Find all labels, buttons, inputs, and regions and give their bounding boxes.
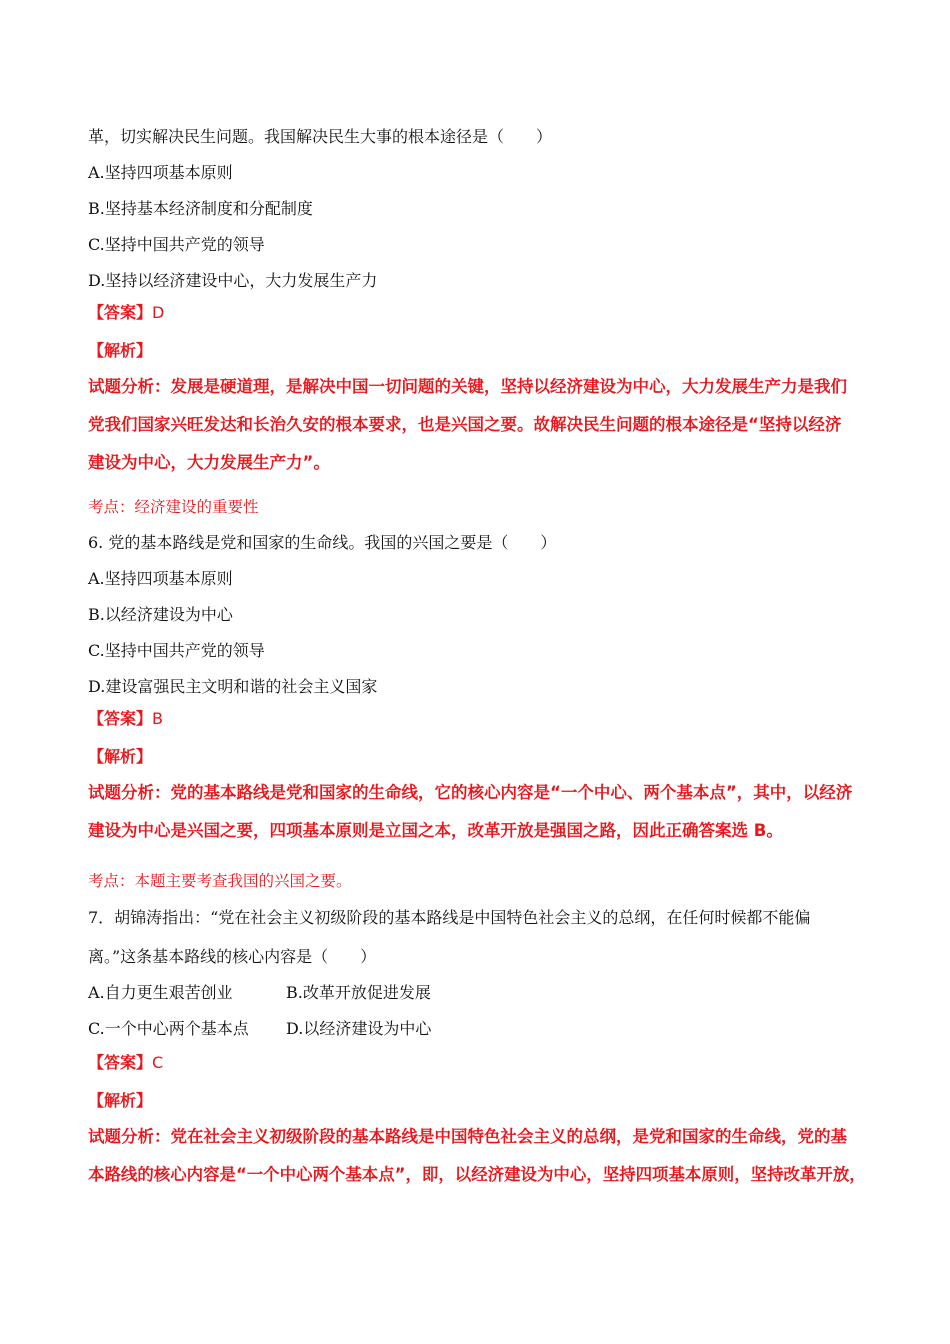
q6-option-d: D.建设富强民主文明和谐的社会主义国家 <box>88 677 378 696</box>
answer-value: B <box>152 709 163 728</box>
q5-kaodian: 考点：经济建设的重要性 <box>88 498 259 516</box>
q6-analysis-label <box>88 747 152 767</box>
q7-analysis-line-1: 试题分析：党在社会主义初级阶段的基本路线是中国特色社会主义的总纲，是党和国家的生命线，党的基 <box>88 1127 847 1146</box>
q6-option-b: B.以经济建设为中心 <box>88 605 233 624</box>
q6-option-c: C.坚持中国共产党的领导 <box>88 641 265 660</box>
q7-option-c: C.一个中心两个基本点 <box>88 1019 249 1038</box>
q7-option-d: D.以经济建设为中心 <box>286 1019 432 1038</box>
analysis-label: 【解析】 <box>88 747 153 766</box>
q6-analysis-line-1: 试题分析：党的基本路线是党和国家的生命线，它的核心内容是“一个中心、两个基本点”，其中，以经济 <box>88 783 853 802</box>
q7-option-b: B.改革开放促进发展 <box>286 983 431 1002</box>
q6-stem: 6. 党的基本路线是党和国家的生命线。我国的兴国之要是（ ） <box>88 533 557 552</box>
answer-label: 【答案】 <box>88 303 153 322</box>
q5-answer <box>88 303 164 323</box>
q7-stem-line-1: 7．胡锦涛指出：“党在社会主义初级阶段的基本路线是中国特色社会主义的总纲，在任何时候都不能偏 <box>88 908 811 927</box>
q7-analysis-line-2: 本路线的核心内容是“一个中心两个基本点”，即，以经济建设为中心，坚持四项基本原则，坚持改革开放， <box>88 1165 866 1184</box>
q7-options-row-1 <box>88 983 431 1003</box>
q5-option-c: C.坚持中国共产党的领导 <box>88 235 265 254</box>
q5-analysis-label <box>88 341 152 361</box>
q6-answer <box>88 709 163 729</box>
q5-option-a: A.坚持四项基本原则 <box>88 163 233 182</box>
answer-value: C <box>152 1053 164 1072</box>
q6-kaodian: 考点：本题主要考查我国的兴国之要。 <box>88 872 352 890</box>
q6-option-a: A.坚持四项基本原则 <box>88 569 233 588</box>
q5-analysis-line-2: 党我们国家兴旺发达和长治久安的根本要求，也是兴国之要。故解决民生问题的根本途径是“坚持以经济 <box>88 415 842 434</box>
answer-label: 【答案】 <box>88 709 153 728</box>
q5-analysis-line-1: 试题分析：发展是硬道理，是解决中国一切问题的关键，坚持以经济建设为中心，大力发展生产力是我们 <box>88 377 847 396</box>
q7-options-row-2 <box>88 1019 431 1039</box>
answer-label: 【答案】 <box>88 1053 153 1072</box>
analysis-label: 【解析】 <box>88 341 153 360</box>
q7-answer <box>88 1053 163 1073</box>
q7-option-a: A.自力更生艰苦创业 <box>88 983 233 1002</box>
q5-option-d: D.坚持以经济建设中心，大力发展生产力 <box>88 271 378 290</box>
q5-option-b: B.坚持基本经济制度和分配制度 <box>88 199 313 218</box>
q5-stem: 革，切实解决民生问题。我国解决民生大事的根本途径是（ ） <box>88 127 553 146</box>
q6-analysis-line-2: 建设为中心是兴国之要，四项基本原则是立国之本，改革开放是强国之路，因此正确答案选 B。 <box>88 821 783 840</box>
analysis-label: 【解析】 <box>88 1091 153 1110</box>
answer-value: D <box>152 303 165 322</box>
q7-analysis-label <box>88 1091 152 1111</box>
q5-analysis-line-3: 建设为中心，大力发展生产力”。 <box>88 453 330 472</box>
q7-stem-line-2: 离。”这条基本路线的核心内容是（ ） <box>88 947 377 966</box>
